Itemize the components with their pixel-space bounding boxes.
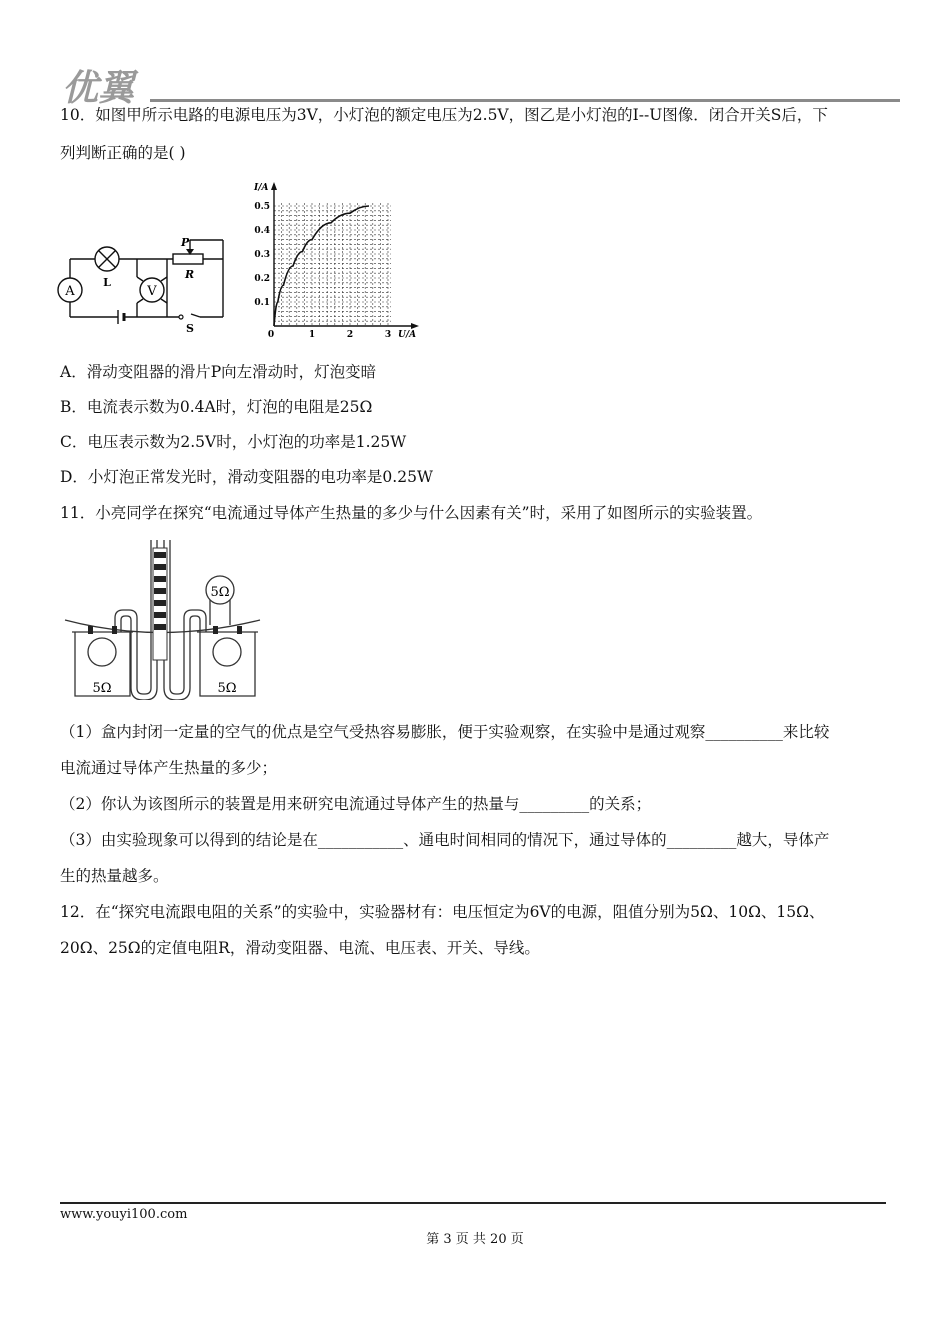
- battery-symbol: [118, 310, 124, 324]
- q12-line-1: 12．在“探究电流跟电阻的关系”的实验中，实验器材有：电压恒定为6V的电源，阻值分别为5Ω、10Ω、15Ω、: [60, 903, 825, 921]
- svg-text:A: A: [65, 284, 75, 299]
- circuit-diagram: [55, 230, 235, 335]
- ammeter-symbol: [58, 278, 82, 302]
- x-tick-label: 1: [308, 330, 316, 338]
- header-rule: [150, 99, 900, 102]
- footer-rule: [60, 1202, 886, 1204]
- q11-stem: 11．小亮同学在探究“电流通过导体产生热量的多少与什么因素有关”时，采用了如图所示的实验装置。: [60, 504, 763, 522]
- svg-text:P: P: [181, 236, 190, 249]
- logo-text: 优翼: [62, 67, 135, 106]
- iu-curve-line: [274, 206, 369, 326]
- page-number: 第 3 页 共 20 页: [426, 1232, 524, 1247]
- origin-label: 0: [267, 330, 275, 338]
- y-tick-label: 0.5: [254, 202, 270, 212]
- q11-part2: （2）你认为该图所示的装置是用来研究电流通过导体产生的热量与_________的关系；: [60, 795, 652, 813]
- q10-option-a: A．滑动变阻器的滑片P向左滑动时，灯泡变暗: [60, 363, 377, 381]
- joule-heating-apparatus: [60, 540, 265, 700]
- switch-symbol: [179, 315, 194, 335]
- y-tick-label: 0.1: [254, 298, 270, 308]
- graph-axes: [271, 182, 419, 329]
- q11-part3-line-1: （3）由实验现象可以得到的结论是在___________、通电时间相同的情况下，通过导体的_________越大，导体产: [60, 831, 830, 849]
- q11-part3-line-2: 生的热量越多。: [60, 867, 169, 885]
- x-tick-label: 2: [346, 330, 354, 338]
- y-axis-label: I/A: [254, 183, 269, 193]
- svg-text:L: L: [103, 276, 111, 289]
- voltmeter-symbol: [137, 277, 167, 303]
- q11-part1-line-1: （1）盒内封闭一定量的空气的优点是空气受热容易膨胀，便于实验观察，在实验中是通过观察__________来比较: [60, 723, 830, 741]
- x-axis-arrow: [411, 323, 419, 329]
- rheostat-symbol: [173, 236, 203, 281]
- x-axis-label: U/A: [398, 330, 417, 338]
- iu-graph: [248, 178, 423, 338]
- lamp-symbol: [95, 247, 119, 289]
- q10-option-b: B．电流表示数为0.4A时，灯泡的电阻是25Ω: [60, 398, 373, 416]
- label-left-resistor: 5Ω: [92, 681, 112, 696]
- svg-text:R: R: [185, 268, 195, 281]
- label-right-resistor: 5Ω: [217, 681, 237, 696]
- y-tick-label: 0.2: [254, 274, 270, 284]
- q10-stem-line-2: 列判断正确的是( ): [60, 144, 186, 162]
- label-top-resistor: 5Ω: [210, 585, 230, 600]
- y-tick-label: 0.4: [254, 226, 270, 236]
- q12-line-2: 20Ω、25Ω的定值电阻R，滑动变阻器、电流、电压表、开关、导线。: [60, 939, 540, 957]
- footer-url: www.youyi100.com: [60, 1207, 188, 1222]
- x-tick-label: 3: [384, 330, 392, 338]
- svg-text:V: V: [147, 284, 157, 299]
- q11-part1-line-2: 电流通过导体产生热量的多少；: [60, 759, 278, 777]
- q10-option-d: D．小灯泡正常发光时，滑动变阻器的电功率是0.25W: [60, 468, 433, 486]
- q10-stem-line-1: 10．如图甲所示电路的电源电压为3V，小灯泡的额定电压为2.5V，图乙是小灯泡的I--U图像．闭合开关S后，下: [60, 106, 828, 124]
- svg-text:S: S: [186, 322, 194, 335]
- y-tick-label: 0.3: [254, 250, 270, 260]
- q10-option-c: C．电压表示数为2.5V时，小灯泡的功率是1.25W: [60, 433, 407, 451]
- y-axis-arrow: [271, 182, 277, 190]
